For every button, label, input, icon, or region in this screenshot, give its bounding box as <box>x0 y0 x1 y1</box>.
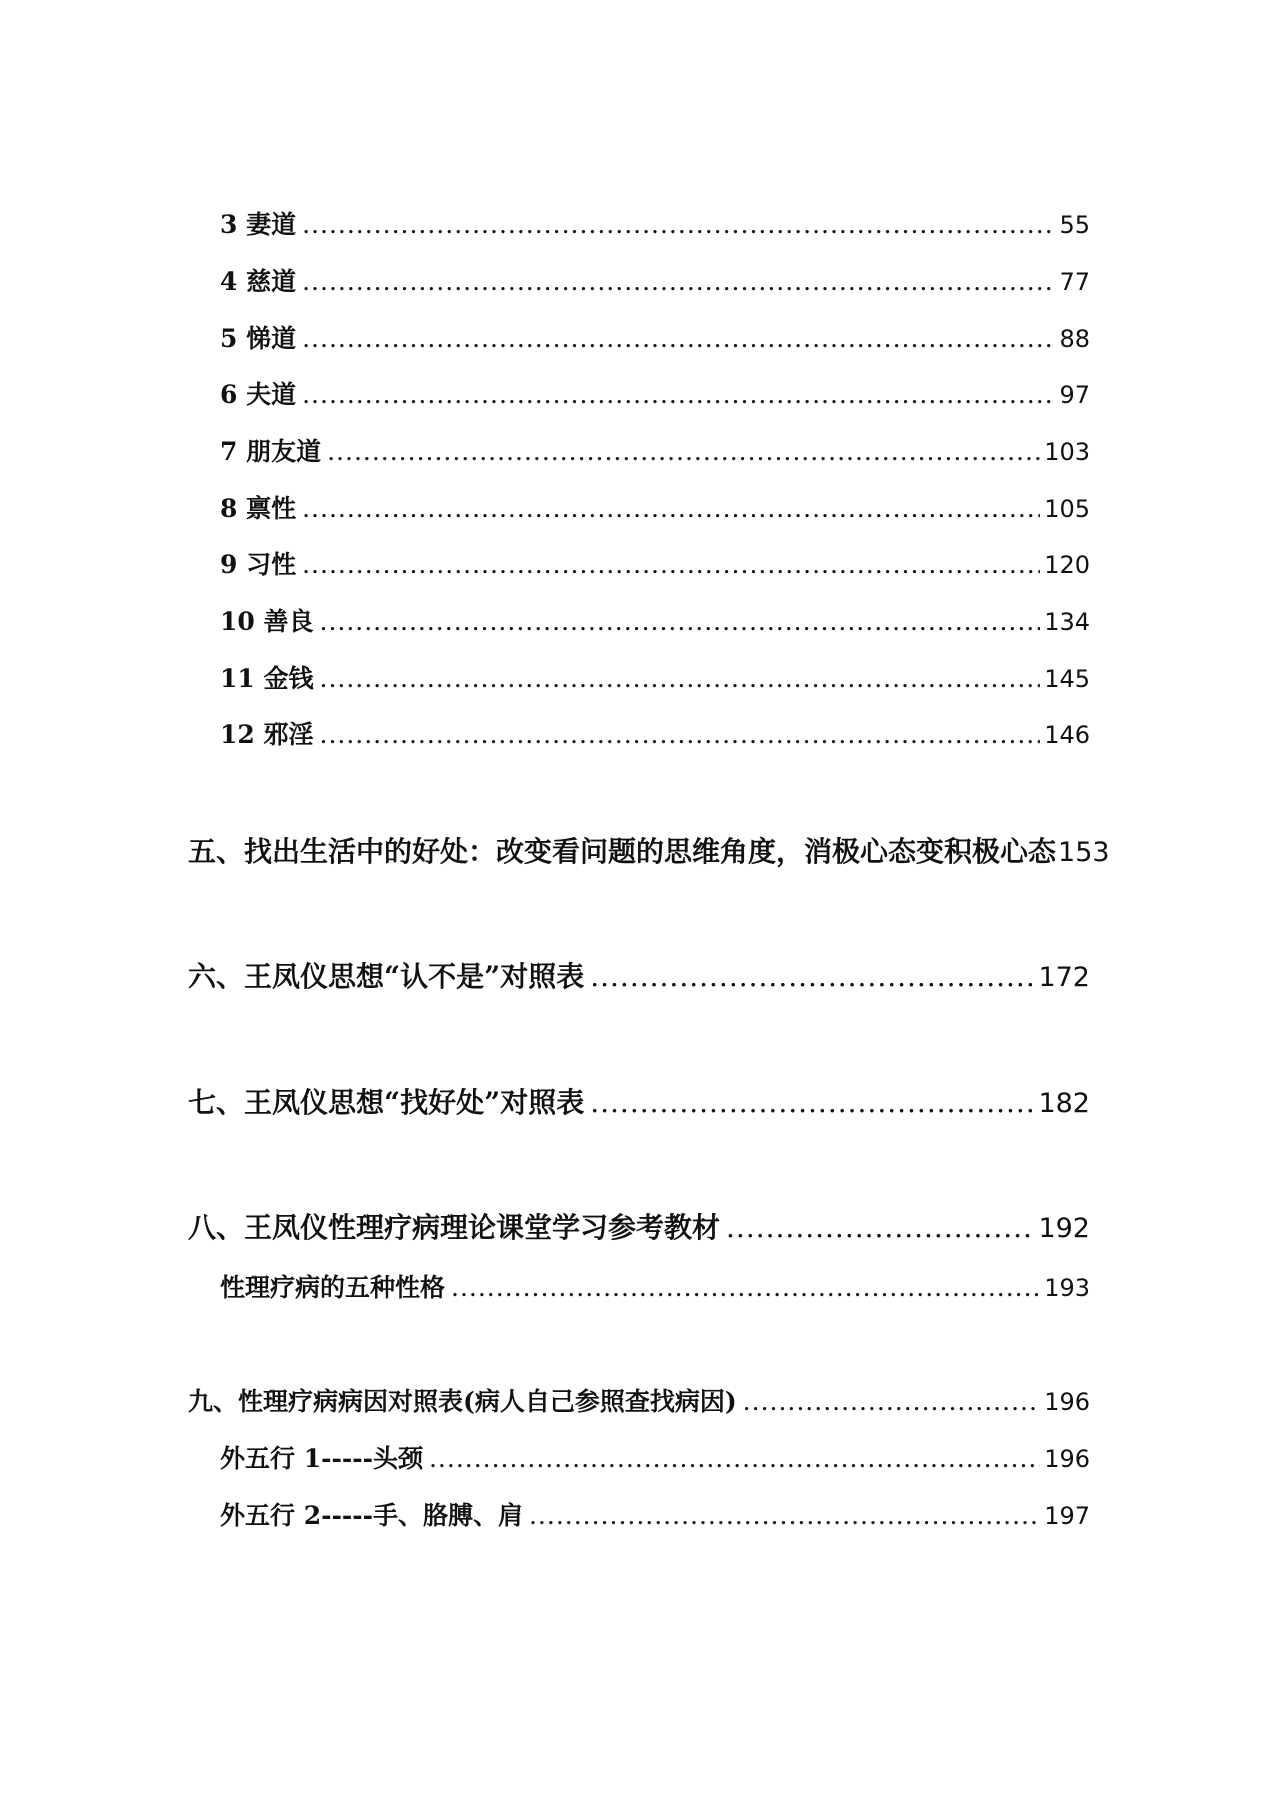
toc-entry-page: 153 <box>1058 837 1110 868</box>
toc-entry-title: 七、王凤仪思想“找好处”对照表 <box>188 1086 585 1119</box>
toc-entry-page: 55 <box>1059 211 1090 239</box>
toc-entry-page: 196 <box>1044 1445 1090 1473</box>
toc-chapter-8[interactable] <box>188 1206 1090 1246</box>
toc-entry-title: 6 夫道 <box>220 380 297 409</box>
toc-entry-12[interactable] <box>220 715 1090 751</box>
toc-entry-page: 103 <box>1044 438 1090 466</box>
toc-entry-10[interactable] <box>220 602 1090 638</box>
toc-entry-title: 3 妻道 <box>220 210 297 239</box>
toc-entry-title: 性理疗病的五种性格 <box>220 1273 446 1302</box>
toc-leader-dots <box>302 324 1055 353</box>
toc-leader-dots <box>590 960 1034 993</box>
toc-leader-dots <box>451 1273 1040 1302</box>
toc-entry-title: 11 金钱 <box>220 664 314 693</box>
toc-entry-title: 8 禀性 <box>220 494 297 523</box>
toc-entry-five-natures[interactable] <box>220 1268 1090 1304</box>
toc-leader-dots <box>320 607 1041 636</box>
toc-leader-dots <box>302 550 1040 579</box>
toc-leader-dots <box>302 267 1055 296</box>
toc-entry-page: 193 <box>1044 1274 1090 1302</box>
toc-entry-page: 88 <box>1059 325 1090 353</box>
toc-entry-title: 9 习性 <box>220 550 297 579</box>
toc-entry-page: 77 <box>1059 268 1090 296</box>
toc-entry-7[interactable] <box>220 432 1090 468</box>
toc-leader-dots <box>743 1387 1041 1416</box>
toc-leader-dots <box>320 720 1041 749</box>
toc-entry-8[interactable] <box>220 489 1090 525</box>
toc-entry-title: 八、王凤仪性理疗病理论课堂学习参考教材 <box>188 1211 721 1244</box>
toc-entry-4[interactable] <box>220 262 1090 298</box>
toc-entry-page: 182 <box>1038 1088 1090 1119</box>
toc-leader-dots <box>327 437 1040 466</box>
toc-entry-outer-five-1[interactable] <box>220 1439 1090 1475</box>
toc-chapter-9[interactable] <box>188 1382 1090 1418</box>
toc-leader-dots <box>590 1086 1034 1119</box>
toc-leader-dots <box>302 494 1040 523</box>
toc-entry-title: 九、性理疗病病因对照表(病人自己参照查找病因) <box>188 1387 737 1416</box>
toc-entry-page: 134 <box>1044 608 1090 636</box>
toc-entry-title: 12 邪淫 <box>220 720 314 749</box>
toc-entry-title: 外五行 1-----头颈 <box>220 1444 423 1473</box>
toc-leader-dots <box>429 1444 1040 1473</box>
toc-entry-page: 196 <box>1044 1388 1090 1416</box>
toc-entry-title: 5 悌道 <box>220 324 297 353</box>
toc-chapter-6[interactable] <box>188 955 1090 995</box>
toc-entry-page: 197 <box>1044 1502 1090 1530</box>
toc-entry-title: 六、王凤仪思想“认不是”对照表 <box>188 960 585 993</box>
toc-entry-6[interactable] <box>220 375 1090 411</box>
toc-entry-5[interactable] <box>220 319 1090 355</box>
toc-entry-page: 105 <box>1044 495 1090 523</box>
toc-entry-outer-five-2[interactable] <box>220 1496 1090 1532</box>
toc-entry-3[interactable] <box>220 205 1090 241</box>
toc-entry-page: 146 <box>1044 721 1090 749</box>
toc-leader-dots <box>320 664 1041 693</box>
toc-entry-title: 7 朋友道 <box>220 437 322 466</box>
toc-entry-title: 外五行 2-----手、胳膊、肩 <box>220 1501 523 1530</box>
toc-leader-dots <box>529 1501 1040 1530</box>
toc-leader-dots <box>302 380 1055 409</box>
toc-entry-page: 172 <box>1038 962 1090 993</box>
toc-chapter-7[interactable] <box>188 1081 1090 1121</box>
toc-entry-page: 192 <box>1038 1213 1090 1244</box>
toc-entry-title: 五、找出生活中的好处：改变看问题的思维角度，消极心态变积极心态 <box>188 835 1057 868</box>
toc-entry-11[interactable] <box>220 659 1090 695</box>
toc-chapter-5[interactable] <box>188 830 1168 870</box>
toc-entry-title: 10 善良 <box>220 607 314 636</box>
toc-entry-page: 120 <box>1044 551 1090 579</box>
toc-entry-page: 145 <box>1044 665 1090 693</box>
toc-leader-dots <box>726 1211 1034 1244</box>
toc-entry-9[interactable] <box>220 545 1090 581</box>
toc-entry-title: 4 慈道 <box>220 267 297 296</box>
toc-leader-dots <box>302 210 1055 239</box>
toc-entry-page: 97 <box>1059 381 1090 409</box>
